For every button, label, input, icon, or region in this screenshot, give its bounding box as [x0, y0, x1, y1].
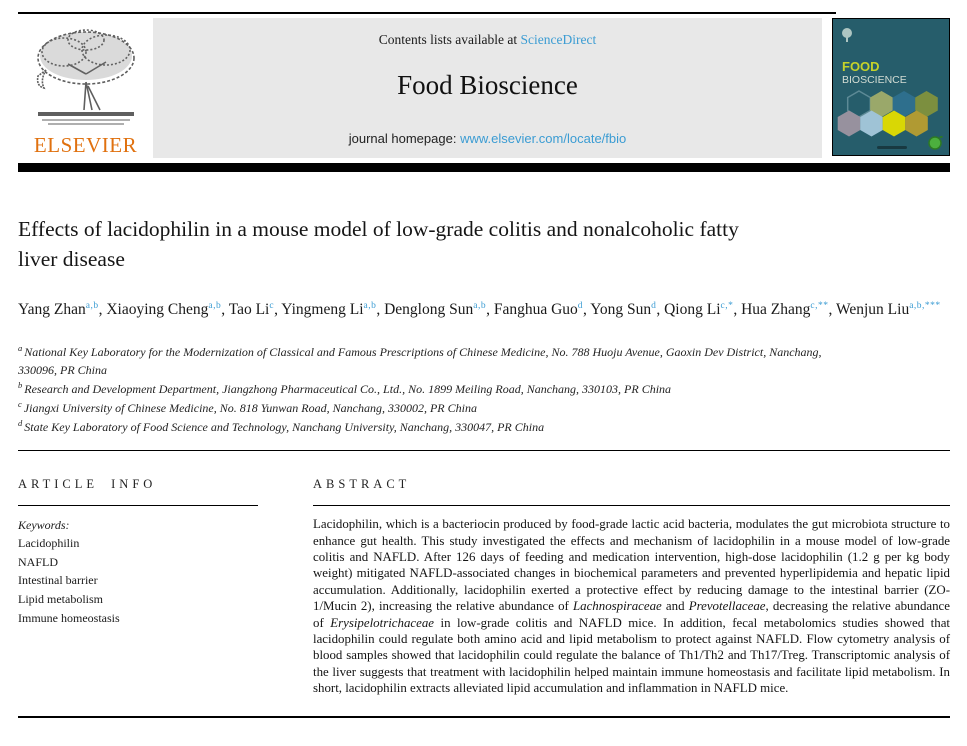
abstract-column	[313, 477, 950, 696]
keyword: Lacidophilin	[18, 536, 80, 551]
author: Xiaoying Cheng$^{a,b}$,	[106, 301, 229, 319]
author-affil-sup: c,*	[720, 301, 734, 312]
header-divider-bar	[18, 163, 950, 172]
journal-masthead	[153, 18, 822, 158]
article-info-column	[18, 477, 258, 696]
article-title: Effects of lacidophilin in a mouse model of low-grade colitis and nonalcoholic fatty liver disease	[18, 217, 739, 272]
contents-prefix: Contents lists available at	[378, 32, 521, 47]
article-info-rule	[18, 505, 258, 506]
author: Fanghua Guo$^d$,	[493, 301, 591, 319]
author: Tao Li$^c$,	[228, 301, 282, 319]
keyword: Intestinal barrier	[18, 573, 98, 588]
keyword: Lipid metabolism	[18, 591, 103, 606]
homepage-line	[163, 131, 812, 146]
author: Hua Zhang$^{c,**}$,	[741, 301, 836, 319]
contents-line	[163, 32, 812, 48]
info-abstract-columns	[18, 477, 950, 696]
homepage-prefix: journal homepage:	[348, 131, 461, 146]
cover-wordmark	[877, 146, 907, 149]
author: Denglong Sun$^{a,b}$,	[384, 301, 494, 319]
author-affil-sup: a,b	[85, 301, 99, 312]
homepage-url-link[interactable]: www.elsevier.com/locate/fbio	[460, 131, 627, 146]
author-affil-sup: a,b	[363, 301, 377, 312]
author: Yang Zhan$^{a,b}$,	[18, 301, 107, 319]
author-affil-sup: c,**	[810, 301, 829, 312]
author: Wenjun Liu$^{a,b,***}$	[835, 301, 941, 319]
keyword: NAFLD	[18, 554, 59, 569]
section-separator-rule	[18, 450, 950, 451]
author-list	[18, 298, 948, 322]
affiliation: $^c$ Jiangxi University of Chinese Medicine, No. 818 Yunwan Road, Nanchang, 330002, PR China	[18, 399, 477, 416]
journal-article-page	[0, 12, 967, 746]
top-rule	[18, 12, 836, 14]
affiliation-list	[18, 342, 823, 436]
affiliation: $^b$ Research and Development Department, Jiangzhong Pharmaceutical Co., Ltd., No. 1899 Meiling Road, Nanchang, 330103, PR China	[18, 380, 672, 397]
cover-title-bioscience: BIOSCIENCE	[842, 74, 907, 86]
page-bottom-rule	[18, 716, 950, 718]
article-info-heading: ARTICLE INFO	[18, 477, 157, 492]
author: Yong Sun$^d$,	[590, 301, 665, 319]
journal-header	[18, 18, 950, 158]
abstract-text: Lacidophilin, which is a bacteriocin produced by food-grade lactic acid bacteria, modulates the gut microbiota structure to enhance gut health. This study investigated the effects and mechanism of lacidophilin in a mouse model of low-grade colitis and NAFLD. After 126 days of feeding and medication intervention, high-dose lacidophilin (1.2 g per kg body weight) mitigated NAFLD-associated changes in biochemical parameters and prevented hyperlipidemia and hepatic lipid accumulation. Additionally, lacidophilin exerted a protective effect by reducing damage to the intestinal barrier (ZO-1/Mucin 2), increasing the relative abundance of Lachnospiraceae and Prevotellaceae, decreasing the relative abundance of Erysipelotrichaceae in low-grade colitis and NAFLD mice. In addition, fecal metabolomics studies showed that lacidophilin could regulate both amino acid and lipid metabolism to protect against NAFLD. Flow cytometry analysis of blood samples showed that lacidophilin could regulate the balance of Th1/Th2 and Th17/Treg. Transcriptomic analysis of the liver suggests that treatment with lacidophilin helped maintain immune homeostasis and facilitate lipid metabolism. In short, lacidophilin extracts alleviated lipid accumulation and inflammation in NAFLD mice.	[313, 517, 951, 696]
elsevier-tree-icon	[26, 24, 146, 131]
affiliation: $^d$ State Key Laboratory of Food Science and Technology, Nanchang University, Nanchang, 330047, PR China	[18, 418, 545, 435]
author: Qiong $Li^{c,*}$,	[664, 301, 742, 319]
journal-cover-thumbnail	[832, 18, 950, 156]
elsevier-wordmark: ELSEVIER	[33, 133, 138, 157]
abstract-heading: ABSTRACT	[313, 477, 411, 492]
sciencedirect-link[interactable]: ScienceDirect	[520, 32, 597, 47]
author-affil-sup: c	[269, 301, 275, 312]
keywords-label: Keywords:	[18, 518, 70, 533]
affiliation: $^a$ National Key Laboratory for the Modernization of Classical and Famous Prescriptions of Chinese Medicine, No. 788 Huoju Avenue, Gaoxin Dev District, Nanchang, 330096, PR China	[18, 343, 822, 378]
abstract-rule	[313, 505, 950, 506]
author: Yingmeng Li$^{a,b}$,	[281, 301, 385, 319]
author-affil-sup: d	[577, 301, 584, 312]
keywords-list	[18, 534, 258, 627]
author-affil-sup: a,b	[473, 301, 487, 312]
keyword: Immune homeostasis	[18, 610, 120, 625]
cover-title-food: FOOD	[842, 59, 880, 74]
author-affil-sup: a,b,***	[909, 301, 941, 312]
author-affil-sup: a,b	[208, 301, 222, 312]
author-affil-sup: d	[651, 301, 657, 312]
journal-title: Food Bioscience	[397, 70, 578, 100]
elsevier-logo	[18, 18, 153, 158]
